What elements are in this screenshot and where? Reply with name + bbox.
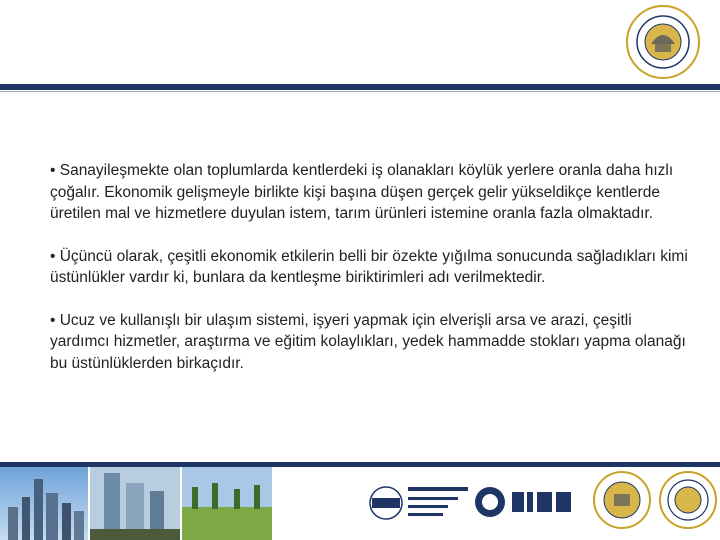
header-divider-line	[0, 91, 720, 92]
bullet-2: • Üçüncü olarak, çeşitli ekonomik etkilerin belli bir özekte yığılma sonucunda sağladıkları kimi üstünlükler vardır ki, bunlara da kentleşme biriktirimleri adı verilmektedir.	[50, 247, 688, 286]
countryside-photo	[182, 467, 272, 540]
header-divider-bar	[0, 84, 720, 90]
ivsc-logo	[360, 475, 470, 530]
bullet-1: • Sanayileşmekte olan toplumlarda kentlerdeki iş olanakları köylük yerlere oranla daha hızlı çoğalır. Ekonomik gelişmeyle birlikte kişi başına düşen gerçek gelir yükseldikçe kentlerde üretilen mal ve hizmetlere duyulan istem, tarım ürünleri istemine oranla fazla olmaktadır.	[50, 162, 674, 222]
bullet-3: • Ucuz ve kullanışlı bir ulaşım sistemi, işyeri yapmak için elverişli arsa ve arazi, çeşitli yardımcı hizmetler, araştırma ve eğitim kolaylıkları, yedek hammadde stokları yapma olanağı bu üstünlüklerden birkaçıdır.	[50, 311, 686, 372]
ankara-universitesi-seal-icon	[625, 4, 701, 80]
seal-logo	[592, 470, 652, 530]
towers-photo	[90, 467, 180, 540]
rics-logo	[472, 473, 578, 531]
city-skyline-photo	[0, 467, 88, 540]
main-content	[50, 160, 690, 395]
footer-logos	[360, 467, 720, 540]
ankara-universitesi-seal-icon	[658, 470, 718, 530]
